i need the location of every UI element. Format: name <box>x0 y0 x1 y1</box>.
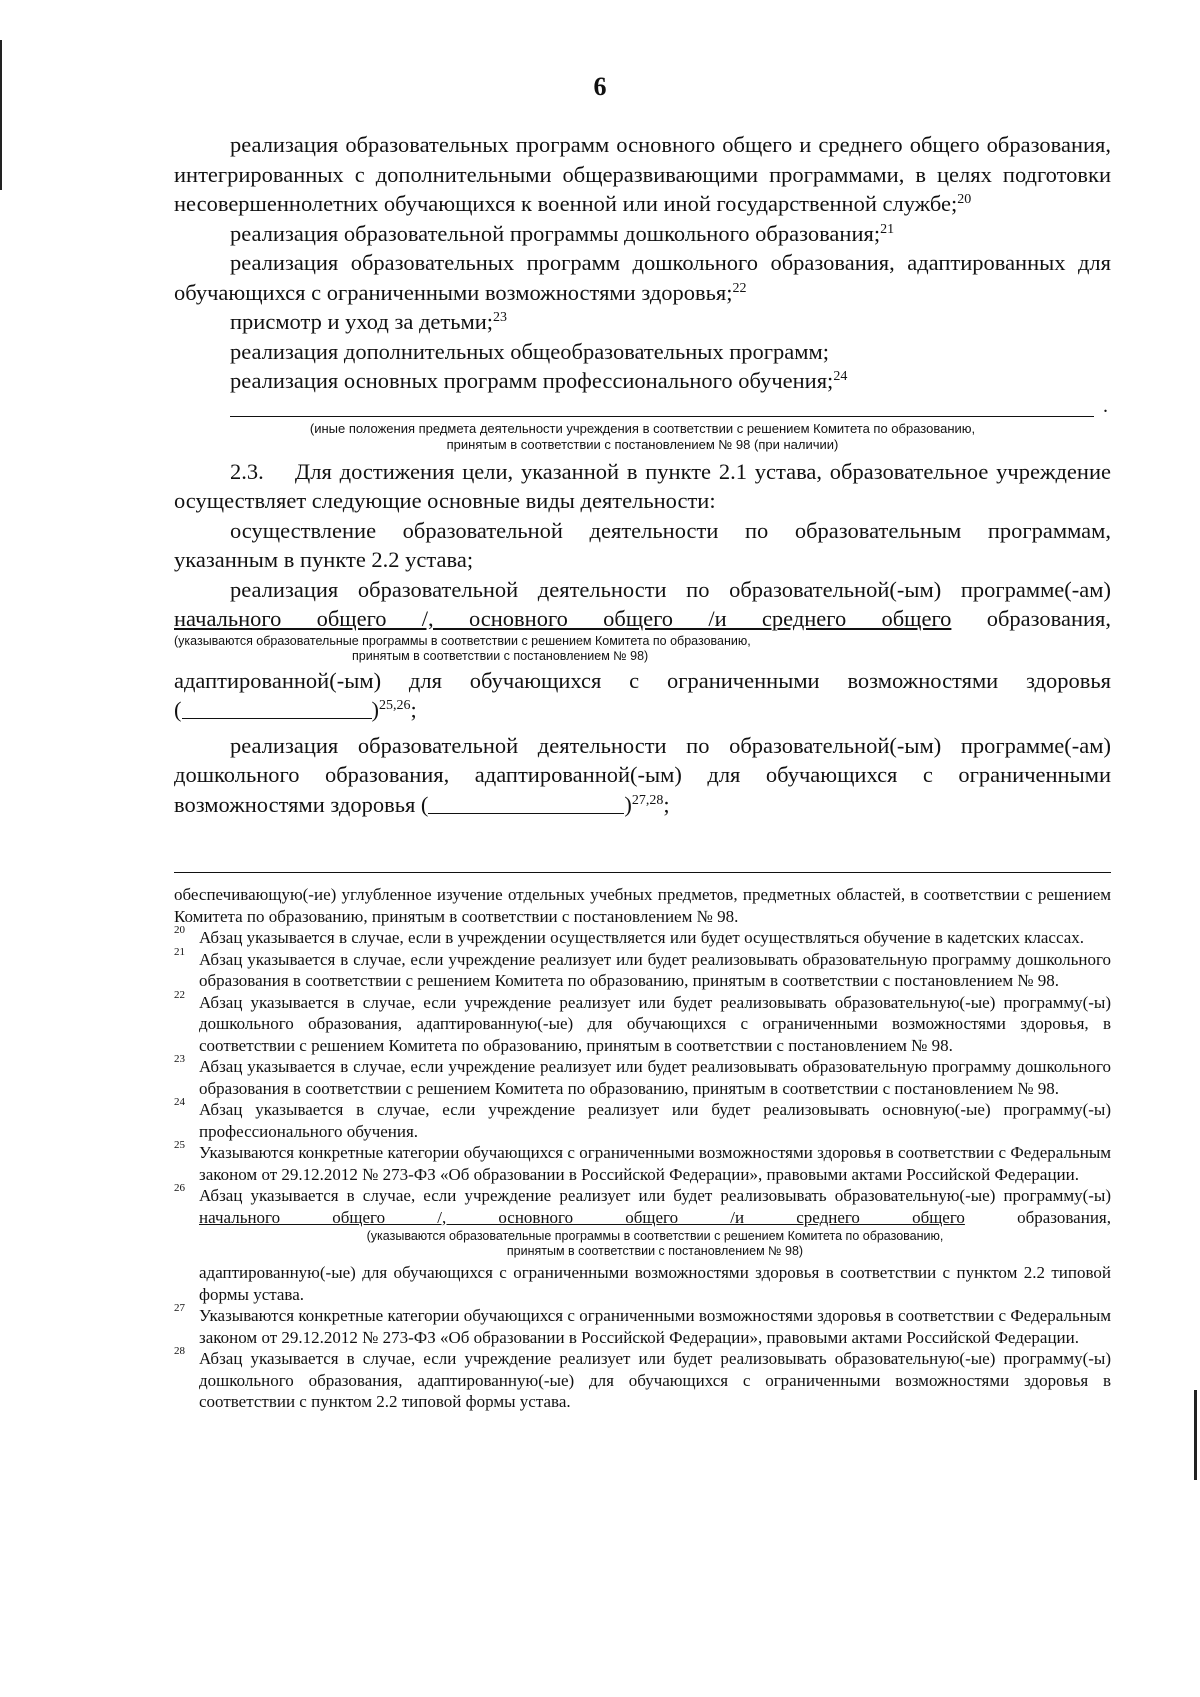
punctuation: ; <box>663 791 670 817</box>
footnote-text: образования, <box>1017 1207 1111 1227</box>
blank-fill-field <box>428 795 624 814</box>
hint-note-line: (указываются образовательные программы в соответствии с решением Комитета по образованию, <box>174 633 751 648</box>
hint-note-line: принятым в соответствии с постановлением № 98) <box>352 648 649 663</box>
paragraph-text: реализация образовательной деятельности по образовательной(-ым) программе(-ам) дошкольного образования, адаптированной(-ым) для обучающихся с ограниченными возможностями здоровья ( <box>174 732 1111 817</box>
footnote-20 <box>174 924 1111 949</box>
paragraph-general-programs <box>174 575 1111 634</box>
paragraph-text: реализация образовательных программ основного общего и среднего общего образования, интегрированных с дополнительными общеразвивающими программами, в целях подготовки несовершеннолетних обучающихся к военной или иной государственной службе; <box>174 132 1111 216</box>
footnote-text: адаптированную(-ые) для обучающихся с ограниченными возможностями здоровья в соответствии с пунктом 2.2 типовой формы устава. <box>199 1263 1111 1304</box>
footnote-number: 26 <box>174 1182 185 1194</box>
paragraph-text: реализация образовательной деятельности по образовательной(-ым) программе(-ам) <box>230 576 1111 602</box>
paragraph-adapted <box>174 666 1111 696</box>
bracket: ( <box>174 697 182 722</box>
paragraph-text: присмотр и уход за детьми; <box>230 309 494 334</box>
footnote-number: 25 <box>174 1139 185 1151</box>
paragraph-cadet-programs <box>174 130 1111 219</box>
paragraph-vocational <box>174 366 1111 396</box>
footnote-number: 22 <box>174 988 185 1001</box>
footnote-21 <box>174 945 1111 992</box>
footnote-22 <box>174 988 1111 1057</box>
footnote-23 <box>174 1053 1111 1099</box>
bracket: ) <box>624 791 632 817</box>
left-margin-mark <box>0 40 2 190</box>
footnote-number: 28 <box>174 1345 185 1357</box>
footnote-ref: 25,26 <box>379 698 411 713</box>
paragraph-activity-programs: осуществление образовательной деятельности по образовательным программам, указанным в пункте 2.2 устава; <box>174 517 1111 572</box>
footnote-number: 23 <box>174 1053 185 1065</box>
paragraph-2-3: 2.3. Для достижения цели, указанной в пункте 2.1 устава, образовательное учреждение осуществляет следующие основные виды деятельности: <box>174 458 1117 513</box>
footnote-text: Указываются конкретные категории обучающихся с ограниченными возможностями здоровья в соответствии с Федеральным законом от 29.12.2012 № 273-ФЗ «Об образовании в Российской Федерации», правовыми актами Российской Федерации. <box>199 1143 1111 1184</box>
footnote-ref: 20 <box>957 192 972 207</box>
footnote-27 <box>174 1302 1111 1348</box>
footnote-24 <box>174 1096 1111 1142</box>
paragraph-text: реализация дополнительных общеобразовательных программ; <box>230 338 829 364</box>
footnote-text: Абзац указывается в случае, если учреждение реализует или будет реализовывать образовательную программу дошкольного образования в соответствии с решением Комитета по образованию, принятым в соответствии с постановлением № 98. <box>199 949 1111 990</box>
footnote-ref: 22 <box>732 280 747 296</box>
paragraph-text: образования, <box>986 606 1111 631</box>
footnote-separator <box>174 872 1111 873</box>
footnote-ref: 21 <box>880 221 895 237</box>
footnote-28 <box>174 1345 1111 1413</box>
body-text <box>174 130 1117 819</box>
paragraph-adapted-blank <box>174 695 1111 725</box>
footnote-text: Указываются конкретные категории обучающихся с ограниченными возможностями здоровья в соответствии с Федеральным законом от 29.12.2012 № 273-ФЗ «Об образовании в Российской Федерации», правовыми актами Российской Федерации. <box>199 1306 1111 1347</box>
footnote-continuation: обеспечивающую(-ие) углубленное изучение отдельных учебных предметов, предметных областей, в соответствии с решением Комитета по образованию, принятым в соответствии с постановлением № 98. <box>174 885 1111 926</box>
blank-fill-line: . <box>230 406 1094 417</box>
paragraph-preschool <box>174 219 1111 249</box>
footnote-number: 21 <box>174 945 185 958</box>
paragraph-additional-programs <box>174 337 1111 367</box>
hint-note-line: (иные положения предмета деятельности учреждения в соответствии с решением Комитета по образованию, <box>309 420 976 436</box>
footnote-text: Абзац указывается в случае, если учреждение реализует или будет реализовывать образовательную(-ые) программу(-ы) дошкольного образования, адаптированную(-ые) для обучающихся с ограниченными возможностями здоровья, в соответствии с решением Комитета по образованию, принятым в соответствии с постановлением № 98. <box>199 992 1111 1055</box>
hint-note-line: принятым в соответствии с постановлением № 98 (при наличии) <box>446 436 839 452</box>
footnote-ref: 24 <box>833 369 848 384</box>
hint-note <box>174 421 1111 453</box>
paragraph-text: реализация образовательной программы дошкольного образования; <box>230 220 881 246</box>
hint-note-line: (указываются образовательные программы в соответствии с решением Комитета по образованию, <box>366 1229 944 1243</box>
footnote-text: Абзац указывается в случае, если учреждение реализует или будет реализовывать образовательную(-ые) программу(-ы) дошкольного образования, адаптированную(-ые) для обучающихся с ограниченными возможностями здоровья в соответствии с пунктом 2.2 типовой формы устава. <box>199 1349 1111 1411</box>
blank-fill-field <box>182 700 372 719</box>
paragraph-childcare <box>174 307 1111 337</box>
right-margin-mark <box>1194 1390 1197 1480</box>
hint-note <box>174 1229 1111 1259</box>
paragraph-preschool-adapted-activity <box>174 731 1111 820</box>
footnote-26 <box>174 1182 1111 1228</box>
footnote-number: 27 <box>174 1302 185 1314</box>
footnote-text: Абзац указывается в случае, если учреждение реализует или будет реализовывать образовательную(-ые) программу(-ы) <box>199 1186 1111 1205</box>
paragraph-text: реализация образовательных программ дошкольного образования, адаптированных для обучающихся с ограниченными возможностями здоровья; <box>174 250 1111 305</box>
footnote-text: Абзац указывается в случае, если в учреждении осуществляется или будет осуществляться обучение в кадетских классах. <box>199 928 1085 947</box>
footnote-26-continued <box>174 1262 1111 1305</box>
footnote-number: 20 <box>174 924 185 936</box>
paragraph-text: адаптированной(-ым) для обучающихся с ограниченными возможностями здоровья <box>174 667 1111 693</box>
underlined-programs: начального общего /, основного общего /и среднего общего <box>174 606 952 631</box>
footnote-number: 24 <box>174 1096 185 1108</box>
footnotes <box>174 884 1111 1413</box>
punctuation: ; <box>410 697 417 722</box>
hint-note-line: принятым в соответствии с постановлением № 98) <box>506 1244 804 1258</box>
paragraph-text: реализация основных программ профессионального обучения; <box>230 368 834 393</box>
footnote-text: Абзац указывается в случае, если учреждение реализует или будет реализовывать образовательную программу дошкольного образования в соответствии с решением Комитета по образованию, принятым в соответствии с постановлением № 98. <box>199 1057 1111 1098</box>
underlined-programs: начального общего /, основного общего /и среднего общего <box>199 1207 965 1227</box>
paragraph-preschool-adapted <box>174 248 1111 307</box>
footnote-ref: 23 <box>493 310 508 325</box>
bracket: ) <box>371 697 379 722</box>
footnote-text: Абзац указывается в случае, если учреждение реализует или будет реализовывать основную(-ые) программу(-ы) профессионального обучения. <box>199 1100 1111 1141</box>
footnote-25 <box>174 1139 1111 1185</box>
hint-note <box>174 634 1111 664</box>
page-number: 6 <box>593 72 607 101</box>
footnote-ref: 27,28 <box>631 792 664 808</box>
